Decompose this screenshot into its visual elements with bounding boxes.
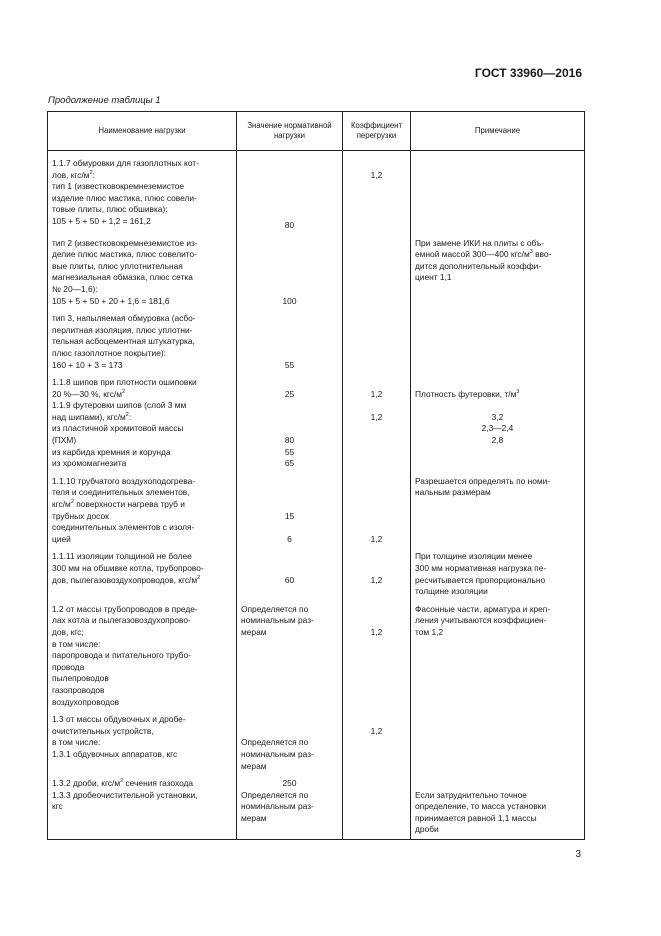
cell-name: 1.1.8 шипов при плотности ошиповки 20 %—30 %, кгс/$м^2$ 1.1.9 футеровки шипов (слой 3 мм над шипами), кгс/$м^2$: из пластичной хромитовой массы (ПХМ) из карбида кремния и корунда из хромомагнезита xyxy=(48,371,237,470)
cell-note xyxy=(411,151,585,232)
cell-name: 1.3.2 дроби, кгс/$м^2$ сечения газохода 1.3.3 дробеочистительной установки, кгс xyxy=(48,772,237,839)
cell-note: При замене ИКИ на плиты с объ- емной массой 300—400 кгс/$м^3$ вво- дится дополнительный коэффи- циент 1,1 xyxy=(411,232,585,308)
cell-value: 250 Определяется по номинальным раз- мерам xyxy=(237,772,343,839)
cell-name: 1.3 от массы обдувочных и дробе- очистительных устройств, в том числе: 1.3.1 обдувочных аппаратов, кгс xyxy=(48,708,237,772)
cell-coef: 1,2 xyxy=(343,470,411,546)
page-number: 3 xyxy=(575,849,581,860)
cell-name: 1.2 от массы трубопроводов в преде- лах котла и пылегазовоздухопрово- дов, кгс; в том числе: паропровода и питательного трубо- провода пылепроводов газопроводов воздухопроводов xyxy=(48,598,237,708)
table-row xyxy=(48,545,585,597)
cell-note xyxy=(411,307,585,371)
table-row xyxy=(48,708,585,772)
cell-name: тип 3, напыляемая обмуровка (асбо- перлитная изоляция, плюс уплотни- тельная асбоцементная штукатурка, плюс газоплотное покрытие): 160 + 10 + 3 = 173 xyxy=(48,307,237,371)
table-row xyxy=(48,470,585,546)
cell-coef: 1,2 xyxy=(343,598,411,708)
col-header-coef: Коэффициент перегрузки xyxy=(343,112,411,151)
table-row xyxy=(48,151,585,232)
cell-coef: 1,2 xyxy=(343,708,411,772)
col-header-name: Наименование нагрузки xyxy=(48,112,237,151)
cell-value: Определяется по номинальным раз- мерам xyxy=(237,598,343,708)
cell-note: Если затруднительно точное определение, то масса установки принимается равной 1,1 массы дроби xyxy=(411,772,585,839)
cell-coef: 1,2 1,2 xyxy=(343,371,411,470)
cell-note: При толщине изоляции менее 300 мм нормативная нагрузка пе- ресчитывается пропорционально толщине изоляции xyxy=(411,545,585,597)
standard-number: ГОСТ 33960—2016 xyxy=(474,66,582,80)
cell-name: 1.1.7 обмуровки для газоплотных кот- лов, кгс/$м^2$: тип 1 (известковокремнеземистое изделие плюс мастика, плюс совели- товые плиты, плюс обшивка): 105 + 5 + 50 + 1,2 = 161,2 xyxy=(48,151,237,232)
table-caption: Продолжение таблицы 1 xyxy=(48,95,161,106)
cell-value: Определяется по номинальным раз- мерам xyxy=(237,708,343,772)
cell-name: тип 2 (известковокремнеземистое из- делие плюс мастика, плюс совелито- вые плиты, плюс уплотнительная магнезиальная обмазка, плюс сетка № 20—1,6): 105 + 5 + 50 + 20 + 1,6 = 181,6 xyxy=(48,232,237,308)
cell-coef xyxy=(343,232,411,308)
cell-coef: 1,2 xyxy=(343,151,411,232)
cell-value: 80 xyxy=(237,151,343,232)
cell-value: 25 80 55 65 xyxy=(237,371,343,470)
cell-value: 15 6 xyxy=(237,470,343,546)
cell-value: 60 xyxy=(237,545,343,597)
table-row xyxy=(48,371,585,470)
cell-note: Плотность футеровки, $т/м^3$ 3,2 2,3—2,4 2,8 xyxy=(411,371,585,470)
cell-note: Разрешается определять по номи- нальным размерам xyxy=(411,470,585,546)
table-row xyxy=(48,307,585,371)
cell-note: Фасонные части, арматура и креп- ления учитываются коэффициен- том 1,2 xyxy=(411,598,585,708)
load-table xyxy=(47,111,585,840)
table-header-row xyxy=(48,112,585,151)
col-header-note: Примечание xyxy=(411,112,585,151)
table-row xyxy=(48,772,585,839)
cell-name: 1.1.10 трубчатого воздухоподогрева- теля и соединительных элементов, кгс/$м^2$ поверхности нагрева труб и трубных досок соединительных элементов с изоля- цией xyxy=(48,470,237,546)
cell-name: 1.1.11 изоляции толщиной не более 300 мм на обшивке котла, трубопрово- дов, пылегазовоздухопроводов, кгс/$м^2$ xyxy=(48,545,237,597)
cell-coef: 1,2 xyxy=(343,545,411,597)
cell-coef xyxy=(343,307,411,371)
cell-value: 100 xyxy=(237,232,343,308)
table-row xyxy=(48,598,585,708)
cell-note xyxy=(411,708,585,772)
cell-value: 55 xyxy=(237,307,343,371)
cell-coef xyxy=(343,772,411,839)
table-row xyxy=(48,232,585,308)
col-header-value: Значение нормативной нагрузки xyxy=(237,112,343,151)
